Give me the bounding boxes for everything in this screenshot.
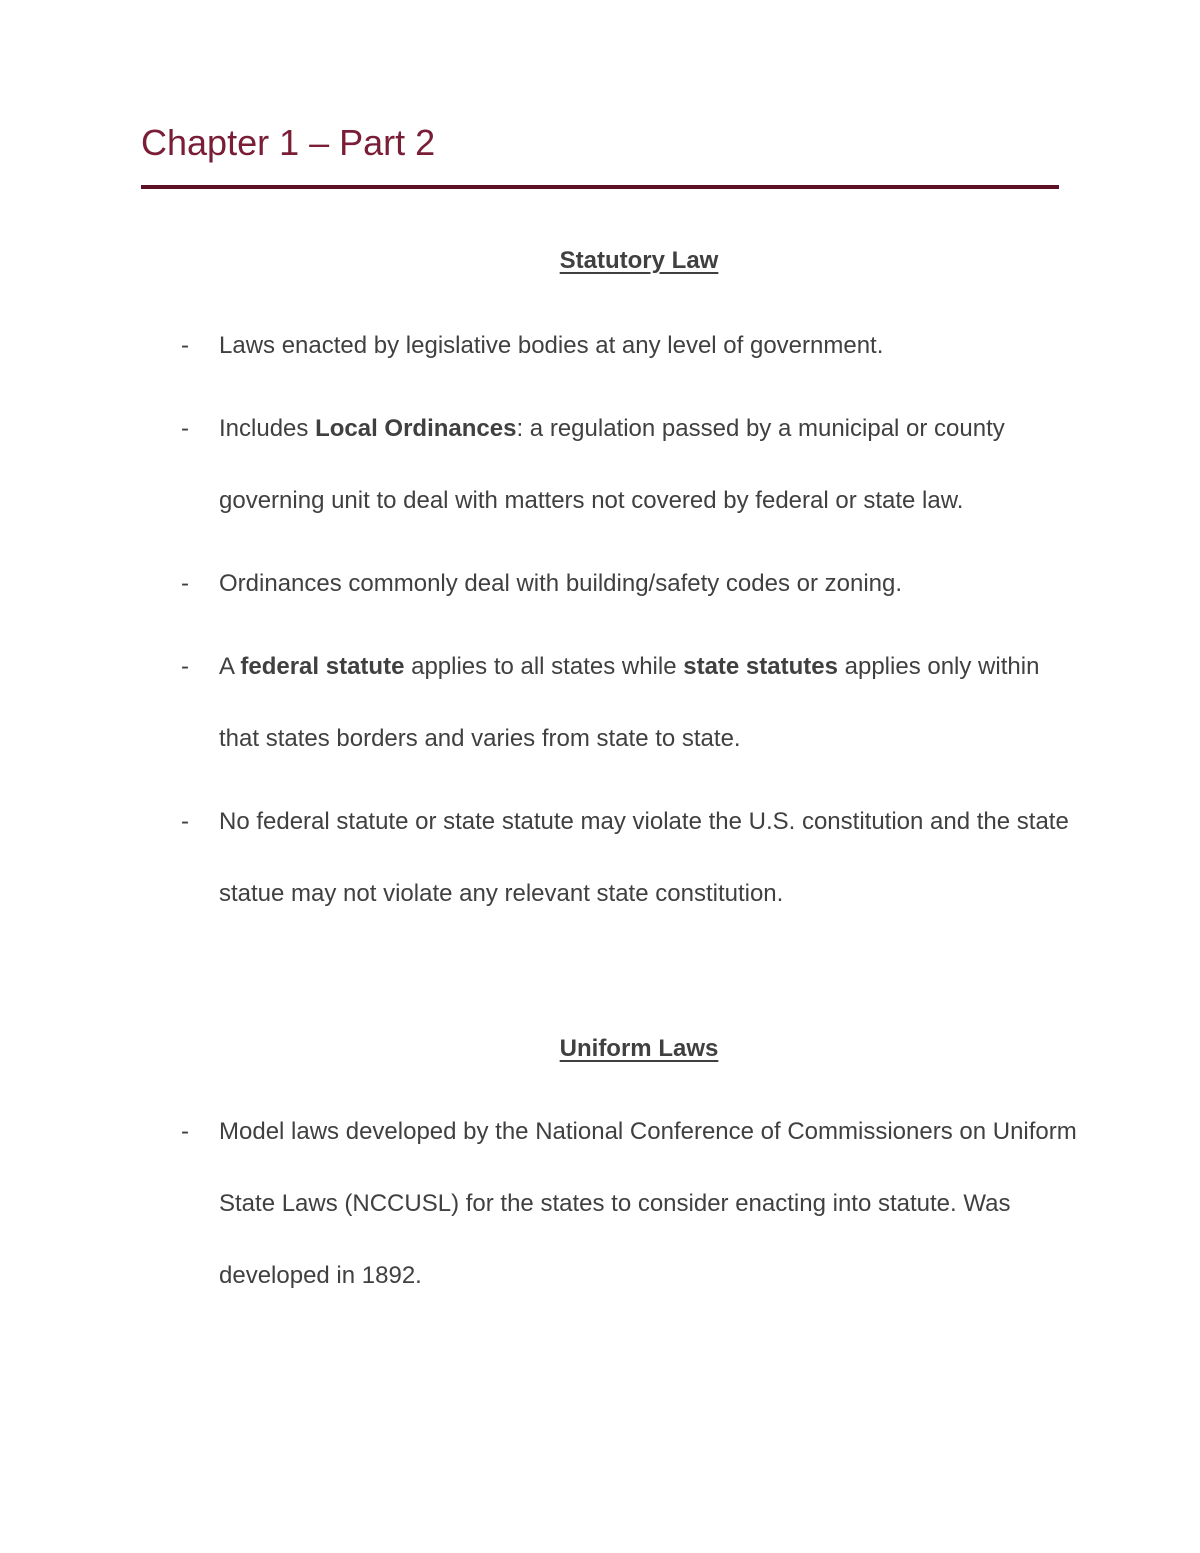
- list-item: [181, 786, 1081, 930]
- list-item: [181, 631, 1081, 775]
- bullet-dash: -: [181, 415, 189, 442]
- bullet-dash: -: [181, 808, 189, 835]
- bullet-dash: -: [181, 570, 189, 597]
- term-state-statutes: state statutes: [683, 653, 838, 680]
- bullet-text: Model laws developed by the National Conference of Commissioners on Uniform State Laws (NCCUSL) for the states to consider enacting into statute. Was developed in 1892.: [219, 1118, 1077, 1289]
- bullet-dash: -: [181, 1118, 189, 1145]
- list-item: [181, 1096, 1081, 1312]
- title-divider: [141, 185, 1059, 189]
- statutory-law-list: [181, 310, 1081, 930]
- bullet-text-middle: applies to all states while: [404, 653, 684, 680]
- section-heading-statutory-law: Statutory Law: [559, 247, 719, 274]
- page-title: Chapter 1 – Part 2: [141, 122, 436, 163]
- term-local-ordinances: Local Ordinances: [315, 415, 517, 442]
- bullet-text: Laws enacted by legislative bodies at any level of government.: [219, 332, 884, 359]
- bullet-text-prefix: Includes: [219, 415, 316, 442]
- section-heading-uniform-laws: Uniform Laws: [559, 1035, 719, 1062]
- list-item: [181, 310, 1081, 382]
- bullet-text-suffix: applies only within that states borders and varies from state to state.: [219, 653, 1040, 752]
- bullet-dash: -: [181, 332, 189, 359]
- bullet-dash: -: [181, 653, 189, 680]
- bullet-text-prefix: A: [219, 653, 241, 680]
- uniform-laws-list: [181, 1096, 1081, 1312]
- bullet-text-suffix: : a regulation passed by a municipal or county governing unit to deal with matters not covered by federal or state law.: [219, 415, 1005, 514]
- bullet-text: No federal statute or state statute may violate the U.S. constitution and the state statue may not violate any relevant state constitution.: [219, 808, 1069, 907]
- bullet-text: Ordinances commonly deal with building/safety codes or zoning.: [219, 570, 903, 597]
- list-item: [181, 393, 1081, 537]
- term-federal-statute: federal statute: [240, 653, 405, 680]
- list-item: [181, 548, 1081, 620]
